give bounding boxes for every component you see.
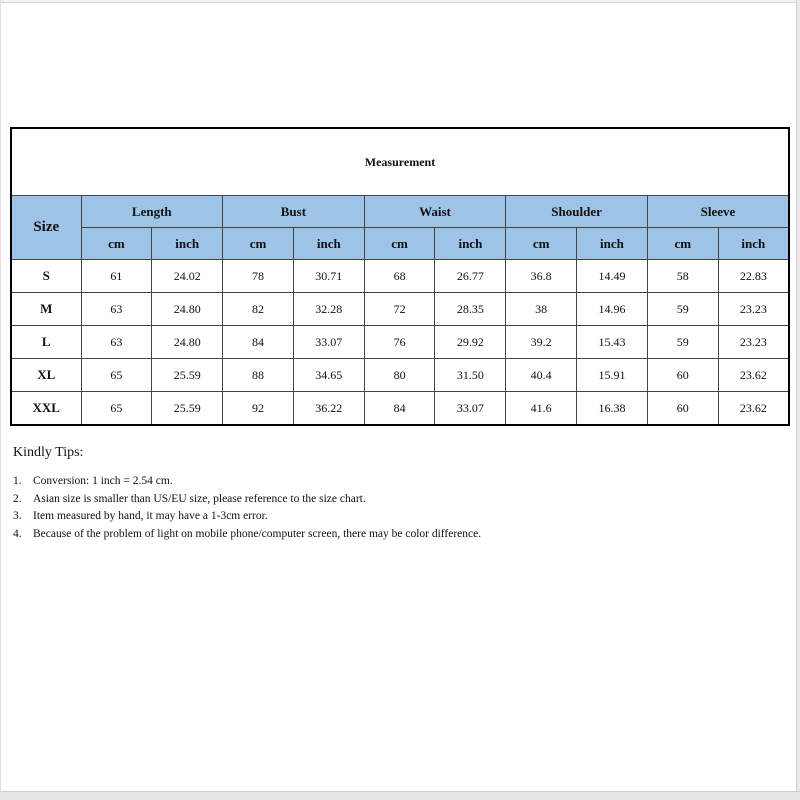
value-cell: 24.80: [152, 293, 223, 326]
value-cell: 25.59: [152, 359, 223, 392]
window-bottom-scrollbar[interactable]: [0, 791, 800, 800]
value-cell: 33.07: [293, 326, 364, 359]
size-column-header: Size: [11, 196, 81, 260]
unit-header: cm: [364, 228, 435, 260]
table-row: [11, 326, 789, 359]
value-cell: 60: [647, 392, 718, 426]
value-cell: 23.62: [718, 392, 789, 426]
value-cell: 14.96: [577, 293, 648, 326]
value-cell: 36.8: [506, 260, 577, 293]
group-header-length: Length: [81, 196, 223, 228]
list-item: [13, 508, 493, 526]
table-title: Measurement: [11, 128, 789, 196]
value-cell: 23.23: [718, 326, 789, 359]
tips-list: [13, 473, 493, 543]
value-cell: 92: [223, 392, 294, 426]
tip-text: Asian size is smaller than US/EU size, please reference to the size chart.: [33, 492, 366, 505]
window-right-scrollbar[interactable]: [796, 0, 800, 800]
group-header-bust: Bust: [223, 196, 365, 228]
value-cell: 24.80: [152, 326, 223, 359]
value-cell: 38: [506, 293, 577, 326]
table-row: [11, 359, 789, 392]
value-cell: 60: [647, 359, 718, 392]
value-cell: 28.35: [435, 293, 506, 326]
value-cell: 76: [364, 326, 435, 359]
list-item: [13, 473, 493, 491]
kindly-tips: [13, 445, 493, 543]
unit-header: cm: [647, 228, 718, 260]
unit-header: cm: [81, 228, 152, 260]
value-cell: 30.71: [293, 260, 364, 293]
size-cell: XXL: [11, 392, 81, 426]
value-cell: 16.38: [577, 392, 648, 426]
group-header-shoulder: Shoulder: [506, 196, 648, 228]
size-cell: L: [11, 326, 81, 359]
value-cell: 68: [364, 260, 435, 293]
tip-number: 3.: [13, 510, 22, 522]
value-cell: 59: [647, 293, 718, 326]
value-cell: 65: [81, 392, 152, 426]
value-cell: 33.07: [435, 392, 506, 426]
value-cell: 63: [81, 293, 152, 326]
value-cell: 84: [364, 392, 435, 426]
window-left-edge: [0, 0, 1, 800]
value-cell: 26.77: [435, 260, 506, 293]
value-cell: 40.4: [506, 359, 577, 392]
value-cell: 84: [223, 326, 294, 359]
group-header-sleeve: Sleeve: [647, 196, 789, 228]
tip-text: Because of the problem of light on mobile phone/computer screen, there may be color difference.: [33, 527, 482, 540]
table-row: [11, 260, 789, 293]
value-cell: 72: [364, 293, 435, 326]
value-cell: 39.2: [506, 326, 577, 359]
value-cell: 80: [364, 359, 435, 392]
value-cell: 23.23: [718, 293, 789, 326]
list-item: [13, 526, 493, 544]
unit-header: inch: [435, 228, 506, 260]
tip-number: 2.: [13, 492, 22, 505]
value-cell: 23.62: [718, 359, 789, 392]
value-cell: 59: [647, 326, 718, 359]
value-cell: 15.91: [577, 359, 648, 392]
value-cell: 29.92: [435, 326, 506, 359]
unit-header: inch: [577, 228, 648, 260]
table-row: [11, 392, 789, 426]
unit-header: cm: [223, 228, 294, 260]
unit-header: inch: [718, 228, 789, 260]
group-header-waist: Waist: [364, 196, 506, 228]
value-cell: 22.83: [718, 260, 789, 293]
value-cell: 41.6: [506, 392, 577, 426]
size-cell: M: [11, 293, 81, 326]
table-row: [11, 293, 789, 326]
tips-title: Kindly Tips:: [13, 445, 84, 460]
window-top-edge: [0, 0, 800, 3]
value-cell: 65: [81, 359, 152, 392]
value-cell: 15.43: [577, 326, 648, 359]
value-cell: 88: [223, 359, 294, 392]
value-cell: 32.28: [293, 293, 364, 326]
tip-number: 1.: [13, 475, 22, 487]
value-cell: 31.50: [435, 359, 506, 392]
value-cell: 34.65: [293, 359, 364, 392]
value-cell: 63: [81, 326, 152, 359]
value-cell: 78: [223, 260, 294, 293]
unit-header: inch: [293, 228, 364, 260]
value-cell: 25.59: [152, 392, 223, 426]
value-cell: 14.49: [577, 260, 648, 293]
size-chart-table: [10, 127, 790, 426]
unit-header: inch: [152, 228, 223, 260]
value-cell: 58: [647, 260, 718, 293]
value-cell: 36.22: [293, 392, 364, 426]
tip-number: 4.: [13, 527, 22, 540]
list-item: [13, 491, 493, 509]
tip-text: Item measured by hand, it may have a 1-3cm error.: [33, 510, 268, 522]
value-cell: 82: [223, 293, 294, 326]
size-cell: S: [11, 260, 81, 293]
value-cell: 24.02: [152, 260, 223, 293]
unit-header: cm: [506, 228, 577, 260]
size-cell: XL: [11, 359, 81, 392]
value-cell: 61: [81, 260, 152, 293]
tip-text: Conversion: 1 inch = 2.54 cm.: [33, 475, 173, 487]
